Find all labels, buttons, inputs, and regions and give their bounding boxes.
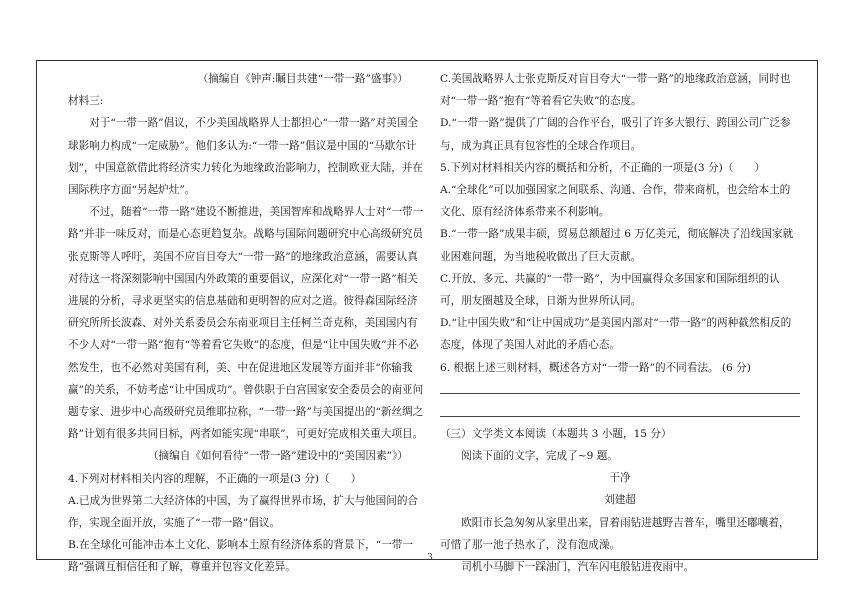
- story-paragraph-1: 欧阳市长急匆匆从家里出来，冒着雨钻进越野吉普车，嘴里还嘟囔着，可惜了那一池子热水了，没有泡成澡。: [440, 516, 790, 551]
- question-4-option-d: D.“一带一路”提供了广阔的合作平台，吸引了许多大银行、跨国公司广泛参与，成为真正具有包容性的全球合作项目。: [440, 117, 791, 152]
- question-4: 4.下列对材料相关内容的理解，不正确的一项是(3 分)（ ）: [68, 472, 362, 485]
- question-4-option-a: A.已成为世界第二大经济体的中国，为了赢得世界市场，扩大与他国间的合作，实现全面开放，实施了“一带一路”倡议。: [68, 494, 419, 530]
- question-4-option-b: B.在全球化可能冲击本土文化、影响本土原有经济体系的背景下，“一带一路”强调互相信任和了解，尊重并包容文化差异。: [68, 539, 413, 574]
- answer-line[interactable]: [440, 379, 800, 394]
- source-citation-1: （摘编自《钟声:瞩目共建“一带一路”盛事》）: [197, 73, 408, 85]
- section-3-heading: （三）文学类文本阅读（本题共 3 小题，15 分）: [440, 427, 672, 440]
- material-3-paragraph-1: 对于“一带一路”倡议，不少美国战略界人士都担心“一带一路”对美国全球影响力构成“一定威胁”。他们多认为:“一带一路”倡议是中国的“马歇尔计划”，中国意欲借此将经济实力转化为地缘政治影响力，控制欧亚大陆，并在国际秩序方面“另起炉灶”。: [68, 117, 424, 197]
- story-paragraph-2: 司机小马脚下一踩油门，汽车闪电般钻进夜雨中。: [461, 561, 695, 574]
- question-6: 6. 根据上述三则材料，概述各方对“一带一路”的不同看法。 (6 分): [440, 361, 751, 374]
- question-5-option-b: B.“一带一路”成果丰硕，贸易总额超过 6 万亿美元，彻底解决了沿线国家就业困难问题，为当地税收做出了巨大贡献。: [440, 228, 794, 263]
- question-4-option-c: C.美国战略界人士张克斯反对盲目夸大“一带一路”的地缘政治意涵，同时也对“一带一路”抱有“等着看它失败”的态度。: [440, 73, 791, 108]
- material-3-paragraph-2: 不过，随着“一带一路”建设不断推进，美国智库和战略界人士对“一带一路”并非一味反对，而是心态更趋复杂。战略与国际问题研究中心高级研究员张克斯等人呼吁，美国不应盲目夸大“一带一路”的地缘政治意涵，需要认真对待这一将深刻影响中国国内外政策的重要倡议，应深化对“一带一路”相关进展的分析，寻求更坚实的信息基础和更明智的应对之道。彼得森国际经济研究所所长波森、对外关系委员会东南亚项目主任柯兰奇克称，美国国内有不少人对“一带一路”抱有“等着看它失败”的态度，但是“让中国失败”并不必然发生，也不必然对美国有利，美、中在促进地区发展等方面并非“你输我赢”的关系，不妨考虑“让中国成功”。曾供职于白宫国家安全委员会的南亚问题专家、进步中心高级研究员维耶拉称，“一带一路”与美国提出的“新丝绸之路”计划有很多共同目标，两者如能实现“串联”，可更好完成相关重大项目。: [68, 206, 424, 441]
- page-number: 3: [427, 553, 433, 563]
- story-author: 刘建超: [604, 494, 636, 507]
- story-title: 干净: [609, 472, 631, 485]
- question-5: 5.下列对材料相关内容的概括和分析，不正确的一项是(3 分)（ ）: [440, 161, 766, 174]
- right-column: [440, 68, 800, 578]
- question-5-option-c: C.开放、多元、共赢的“一带一路”，为中国赢得众多国家和国际组织的认可，朋友圈越及全球，日渐为世界所认同。: [440, 272, 780, 308]
- left-column: [68, 68, 424, 579]
- question-5-option-a: A.“全球化”可以加强国家之间联系、沟通、合作，带来商机，也会给本土的文化、原有经济体系带来不利影响。: [440, 184, 791, 219]
- answer-line[interactable]: [440, 394, 800, 417]
- material-3-heading: 材料三:: [68, 95, 104, 108]
- reading-instruction: 阅读下面的文字，完成了~9 题。: [461, 450, 618, 463]
- question-5-option-d: D.“让中国失败”和“让中国成功”是美国内部对“一带一路”的两种截然相反的态度，体现了美国人对此的矛盾心态。: [440, 317, 792, 352]
- source-citation-2: （摘编自《如何看待“一带一路”建设中的“美国因素”》）: [147, 450, 408, 463]
